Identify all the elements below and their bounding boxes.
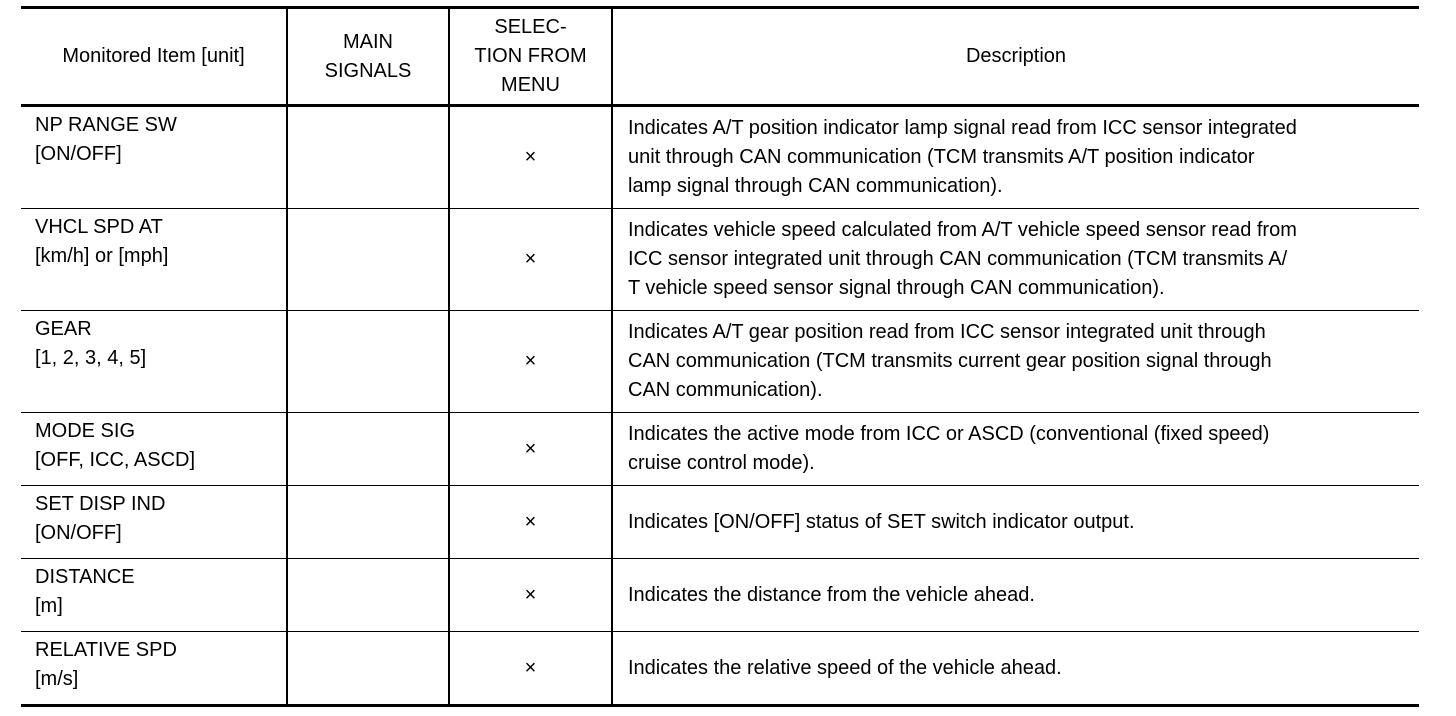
table-row: [21, 559, 1419, 632]
main-signals-cell: [287, 486, 449, 559]
description-line: lamp signal through CAN communication).: [628, 175, 1003, 197]
description-cell: [612, 209, 1419, 311]
item-name: RELATIVE SPD: [35, 639, 177, 661]
item-name: GEAR: [35, 318, 92, 340]
description-line: T vehicle speed sensor signal through CAN communication).: [628, 277, 1165, 299]
header-monitored-item-label: Monitored Item [unit]: [62, 45, 245, 67]
main-signals-cell: [287, 413, 449, 486]
description-line: unit through CAN communication (TCM transmits A/T position indicator: [628, 146, 1255, 168]
selection-mark: ×: [524, 350, 537, 372]
selection-from-menu-cell: [449, 486, 612, 559]
monitored-item-cell: [21, 559, 287, 632]
header-selection-line: TION FROM: [474, 45, 587, 67]
item-unit: [m]: [35, 595, 63, 617]
item-unit: [m/s]: [35, 668, 79, 690]
description-line: Indicates the active mode from ICC or ASCD (conventional (fixed speed): [628, 423, 1270, 445]
description-line: Indicates A/T gear position read from ICC sensor integrated unit through: [628, 321, 1266, 343]
header-selection-from-menu: [449, 8, 612, 106]
selection-mark: ×: [524, 437, 537, 460]
selection-from-menu-cell: [449, 632, 612, 706]
item-unit: [OFF, ICC, ASCD]: [35, 449, 196, 471]
table-row: [21, 311, 1419, 413]
selection-from-menu-cell: [449, 413, 612, 486]
description-line: Indicates vehicle speed calculated from A/T vehicle speed sensor read from: [628, 219, 1297, 241]
monitored-item-cell: [21, 632, 287, 706]
table-row: [21, 209, 1419, 311]
item-unit: [ON/OFF]: [35, 522, 122, 544]
header-main-signals-line: SIGNALS: [324, 59, 412, 82]
monitored-item-cell: [21, 413, 287, 486]
item-unit: [ON/OFF]: [35, 143, 122, 165]
main-signals-cell: [287, 106, 449, 209]
selection-mark: ×: [524, 656, 537, 679]
description-line: Indicates the distance from the vehicle ahead.: [628, 583, 1035, 606]
description-cell: [612, 311, 1419, 413]
selection-from-menu-cell: [449, 559, 612, 632]
description-line: Indicates [ON/OFF] status of SET switch indicator output.: [628, 510, 1135, 533]
selection-mark: ×: [524, 248, 537, 270]
description-line: Indicates the relative speed of the vehicle ahead.: [628, 656, 1062, 679]
main-signals-cell: [287, 311, 449, 413]
table-row: [21, 632, 1419, 706]
selection-mark: ×: [524, 510, 537, 533]
description-line: cruise control mode).: [628, 452, 815, 474]
header-monitored-item: [21, 8, 287, 106]
selection-from-menu-cell: [449, 106, 612, 209]
selection-mark: ×: [524, 146, 537, 168]
description-cell: [612, 413, 1419, 486]
description-cell: [612, 559, 1419, 632]
description-cell: [612, 106, 1419, 209]
main-signals-cell: [287, 632, 449, 706]
description-line: CAN communication).: [628, 379, 823, 401]
monitored-item-cell: [21, 311, 287, 413]
description-line: ICC sensor integrated unit through CAN communication (TCM transmits A/: [628, 248, 1288, 270]
item-name: SET DISP IND: [35, 493, 166, 515]
monitored-item-cell: [21, 106, 287, 209]
header-selection-line: MENU: [501, 74, 560, 96]
table-row: [21, 486, 1419, 559]
item-unit: [km/h] or [mph]: [35, 245, 169, 267]
main-signals-cell: [287, 209, 449, 311]
monitored-items-table: [21, 6, 1419, 707]
description-line: Indicates A/T position indicator lamp signal read from ICC sensor integrated: [628, 117, 1297, 139]
header-main-signals-line: MAIN: [343, 30, 393, 53]
item-name: VHCL SPD AT: [35, 216, 163, 238]
description-line: CAN communication (TCM transmits current gear position signal through: [628, 350, 1272, 372]
selection-from-menu-cell: [449, 311, 612, 413]
header-description-label: Description: [965, 45, 1067, 67]
item-unit: [1, 2, 3, 4, 5]: [35, 347, 147, 369]
header-description: [612, 8, 1419, 106]
table-row: [21, 106, 1419, 209]
item-name: DISTANCE: [35, 566, 135, 588]
selection-mark: ×: [524, 583, 537, 606]
description-cell: [612, 632, 1419, 706]
main-signals-cell: [287, 559, 449, 632]
header-selection-line: SELEC-: [494, 16, 567, 38]
description-cell: [612, 486, 1419, 559]
selection-from-menu-cell: [449, 209, 612, 311]
monitored-item-cell: [21, 486, 287, 559]
header-main-signals: [287, 8, 449, 106]
monitored-item-cell: [21, 209, 287, 311]
item-name: NP RANGE SW: [35, 114, 177, 136]
table-header-row: [21, 8, 1419, 106]
item-name: MODE SIG: [35, 420, 136, 442]
table-row: [21, 413, 1419, 486]
